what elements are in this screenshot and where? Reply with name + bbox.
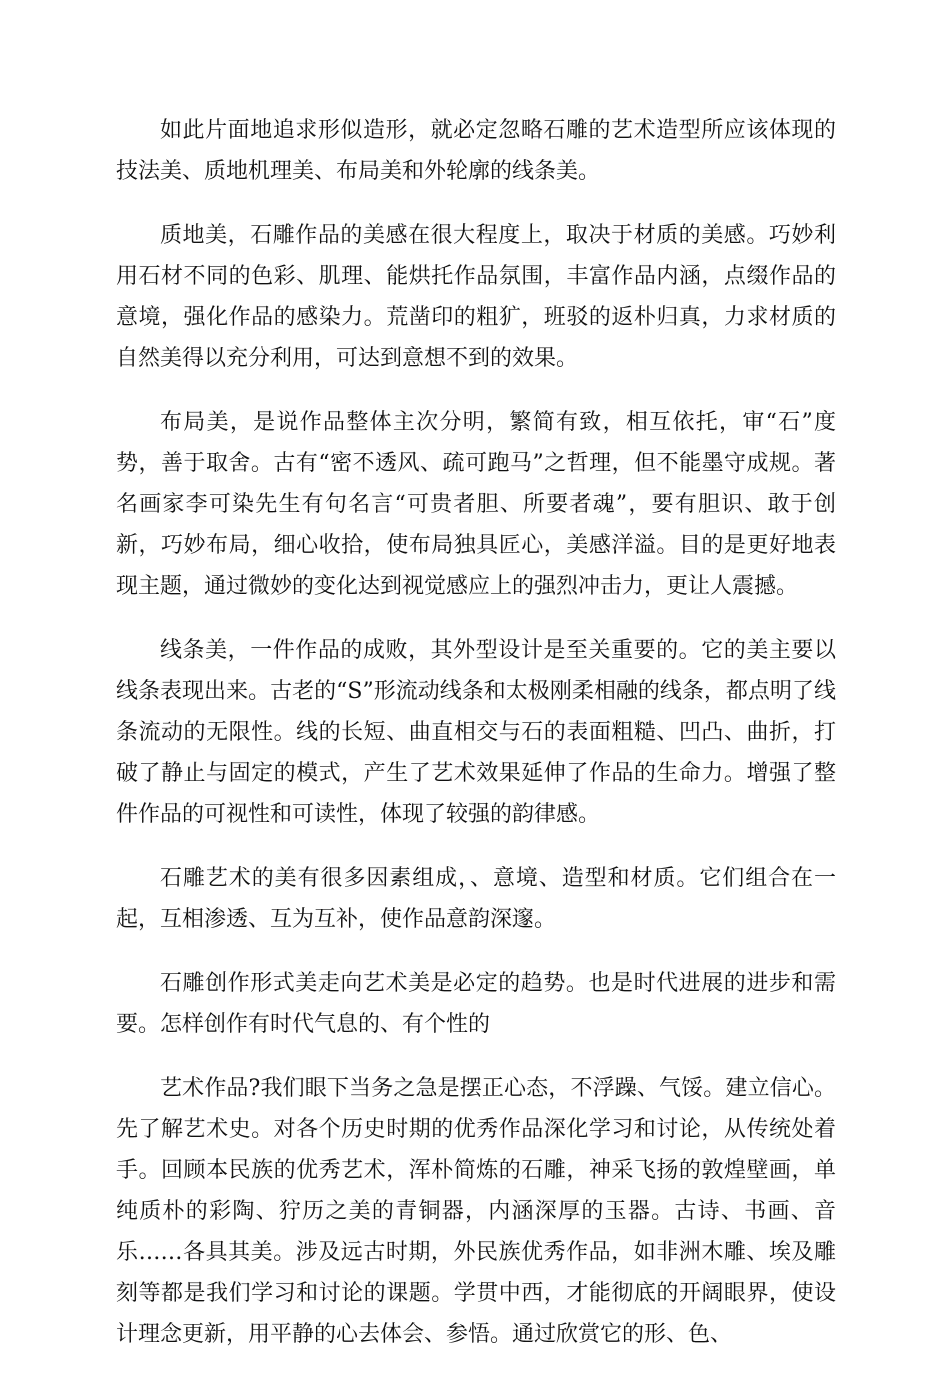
paragraph-6: 石雕创作形式美走向艺术美是必定的趋势。也是时代进展的进步和需要。怎样创作有时代气息的、有个性的 (116, 971, 836, 1037)
paragraph-2: 质地美，石雕作品的美感在很大程度上，取决于材质的美感。巧妙利用石材不同的色彩、肌理、能烘托作品氛围，丰富作品内涵，点缀作品的意境，强化作品的感染力。荒凿印的粗犷，班驳的返朴归真，力求材质的自然美得以充分利用，可达到意想不到的效果。 (116, 223, 836, 371)
paragraph-7: 艺术作品?我们眼下当务之急是摆正心态，不浮躁、气馁。建立信心。先了解艺术史。对各个历史时期的优秀作品深化学习和讨论，从传统处着手。回顾本民族的优秀艺术，浑朴简炼的石雕，神采飞扬的敦煌壁画，单纯质朴的彩陶、狞历之美的青铜器，内涵深厚的玉器。古诗、书画、音乐……各具其美。涉及远古时期，外民族优秀作品，如非洲木雕、埃及雕刻等都是我们学习和讨论的课题。学贯中西，才能彻底的开阔眼界，使设计理念更新，用平静的心去体会、参悟。通过欣赏它的形、色、 (116, 1076, 836, 1347)
paragraph-3: 布局美，是说作品整体主次分明，繁简有致，相互依托，审“石”度势，善于取舍。古有“密不透风、疏可跑马”之哲理，但不能墨守成规。著名画家李可染先生有句名言“可贵者胆、所要者魂”，要有胆识、敢于创新，巧妙布局，细心收拾，使布局独具匠心，美感洋溢。目的是更好地表现主题，通过微妙的变化达到视觉感应上的强烈冲击力，更让人震撼。 (116, 410, 836, 599)
paragraph-1: 如此片面地追求形似造形，就必定忽略石雕的艺术造型所应该体现的技法美、质地机理美、布局美和外轮廓的线条美。 (116, 118, 836, 184)
paragraph-4: 线条美，一件作品的成败，其外型设计是至关重要的。它的美主要以线条表现出来。古老的“S”形流动线条和太极刚柔相融的线条，都点明了线条流动的无限性。线的长短、曲直相交与石的表面粗糙、凹凸、曲折，打破了静止与固定的模式，产生了艺术效果延伸了作品的生命力。增强了整件作品的可视性和可读性，体现了较强的韵律感。 (116, 638, 836, 827)
paragraph-5: 石雕艺术的美有很多因素组成，、意境、造型和材质。它们组合在一起，互相渗透、互为互补，使作品意韵深邃。 (116, 866, 836, 932)
document-page (116, 110, 836, 1378)
